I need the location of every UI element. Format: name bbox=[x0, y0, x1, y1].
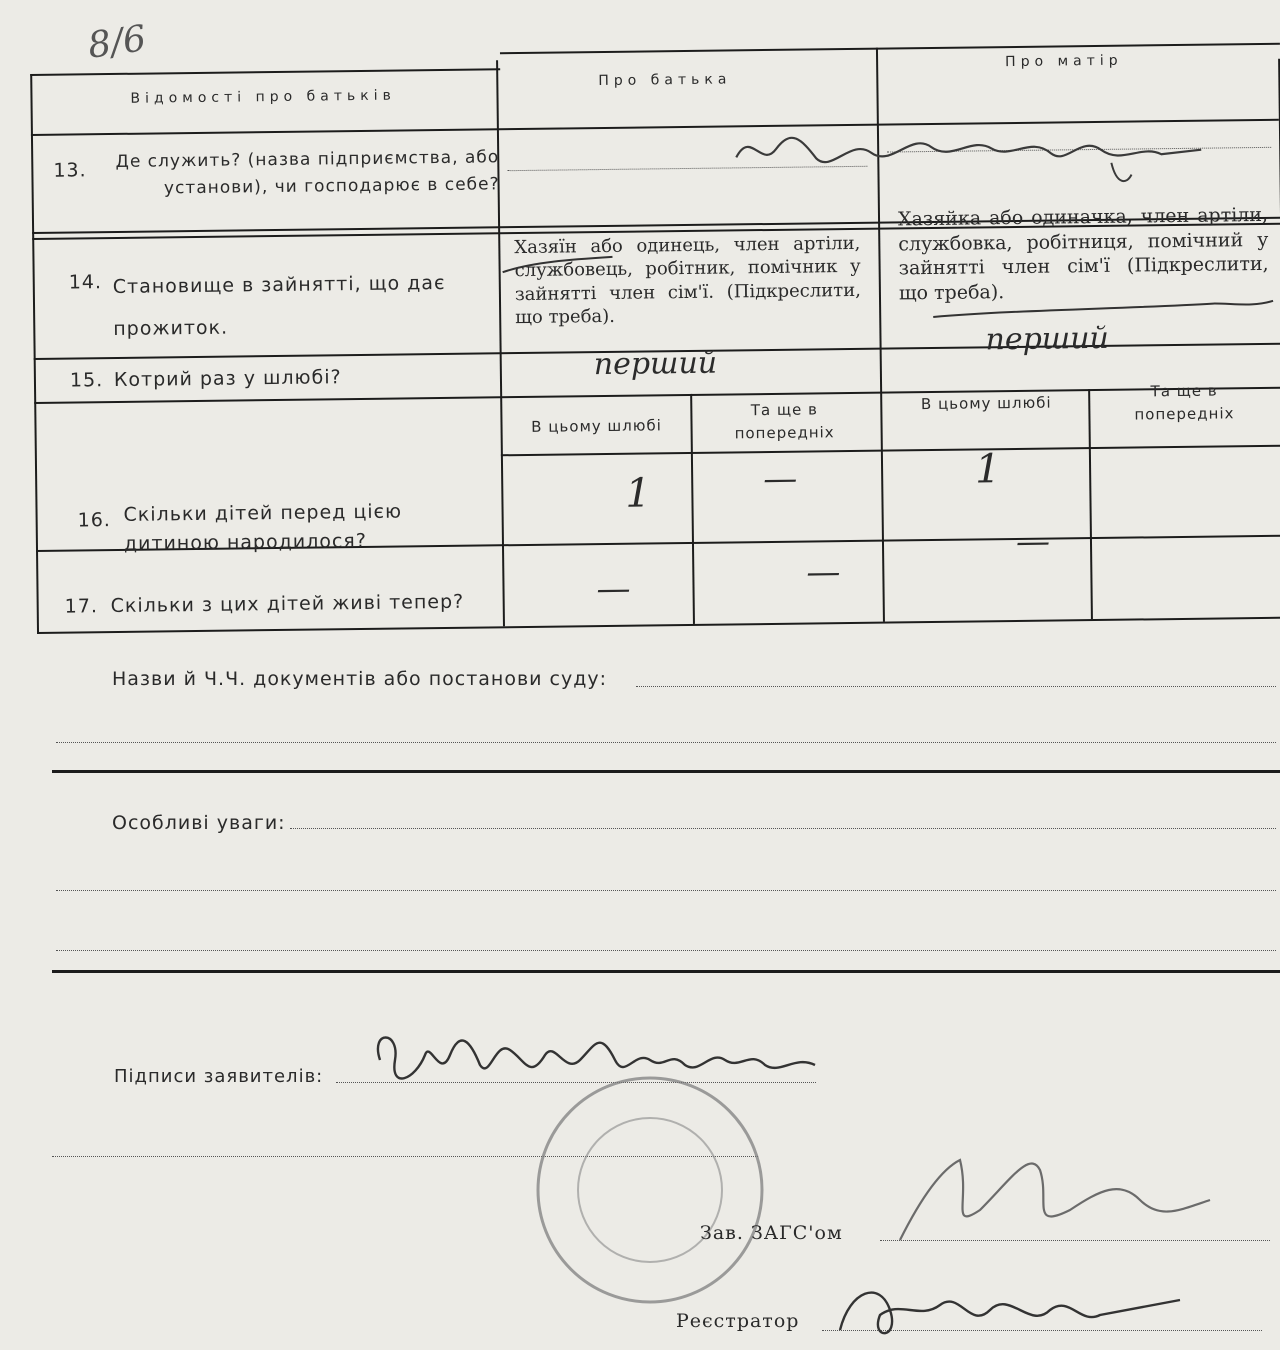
header-father-column: Про батька bbox=[598, 71, 732, 90]
registrar-label: Реєстратор bbox=[676, 1310, 800, 1332]
subheader-father-previous: Та ще в попередніх bbox=[734, 400, 835, 442]
subheader-father-this-marriage: В цьому шлюбі bbox=[531, 416, 662, 436]
q14-text: Становище в зайнятті, що дає прожиток. bbox=[112, 271, 446, 340]
q13-number: 13. bbox=[53, 159, 87, 182]
q16-number: 16. bbox=[77, 509, 112, 532]
remarks-line-3 bbox=[56, 950, 1276, 951]
subheader-mother-this-marriage: В цьому шлюбі bbox=[920, 393, 1052, 414]
documents-line-2 bbox=[56, 742, 1276, 743]
q16-text: Скільки дітей перед цією дитиною народилося? bbox=[123, 500, 403, 555]
q13-handwritten-answer bbox=[731, 114, 1212, 180]
header-info-column: Відомості про батьків bbox=[130, 87, 396, 107]
q17-mother-this-value: — bbox=[1015, 521, 1051, 562]
q14-father-options: Хазяїн або одинець, член артіли, службовець, робітник, помічник у зайнятті член сім'ї. (Підкреслити, що треба). bbox=[514, 232, 862, 329]
table-top-border-right bbox=[500, 43, 1280, 55]
subheader-mother-previous: Та ще в попередніх bbox=[1134, 381, 1235, 424]
remarks-line-2 bbox=[56, 890, 1276, 891]
q15-number: 15. bbox=[69, 369, 104, 392]
q14-number: 14. bbox=[68, 271, 103, 294]
documents-line-1 bbox=[636, 686, 1276, 687]
q16-father-this-value: 1 bbox=[625, 470, 652, 517]
q16-father-prev-value: — bbox=[762, 458, 798, 500]
q13-text: Де служить? (назва підприємства, або установи), чи господарює в себе? bbox=[115, 147, 500, 199]
head-signature bbox=[880, 1140, 1220, 1260]
official-stamp bbox=[530, 1070, 770, 1310]
parents-info-table bbox=[30, 43, 1280, 634]
header-mother-column: Про матір bbox=[1005, 52, 1123, 71]
signatures-label: Підписи заявителів: bbox=[114, 1066, 324, 1087]
q15-father-answer: перший bbox=[593, 345, 718, 383]
documents-label: Назви й Ч.Ч. документів або постанови суду: bbox=[112, 668, 608, 690]
separator-1 bbox=[52, 770, 1280, 773]
q17-father-prev-value: — bbox=[806, 552, 841, 593]
q15-mother-answer: перший bbox=[985, 320, 1110, 358]
remarks-line-1 bbox=[290, 828, 1276, 829]
page-number-mark: 8/6 bbox=[85, 18, 149, 67]
q14-mother-options: Хазяйка або одиначка, член артіли, службовка, робітниця, помічний у зайнятті член сім'ї (Підкреслити, що треба). bbox=[897, 203, 1269, 305]
q16-mother-this-value: 1 bbox=[974, 446, 1001, 493]
remarks-label: Особливі уваги: bbox=[112, 812, 286, 834]
q14-underline-marks bbox=[492, 223, 1280, 343]
head-of-registry-label: Зав. ЗАГС'ом bbox=[700, 1222, 843, 1244]
q17-number: 17. bbox=[64, 595, 99, 618]
q15-text: Котрий раз у шлюбі? bbox=[113, 366, 342, 391]
q17-father-this-value: — bbox=[596, 568, 631, 610]
registrar-signature bbox=[830, 1260, 1190, 1350]
q17-text: Скільки з цих дітей живі тепер? bbox=[110, 590, 465, 618]
separator-2 bbox=[52, 970, 1280, 973]
